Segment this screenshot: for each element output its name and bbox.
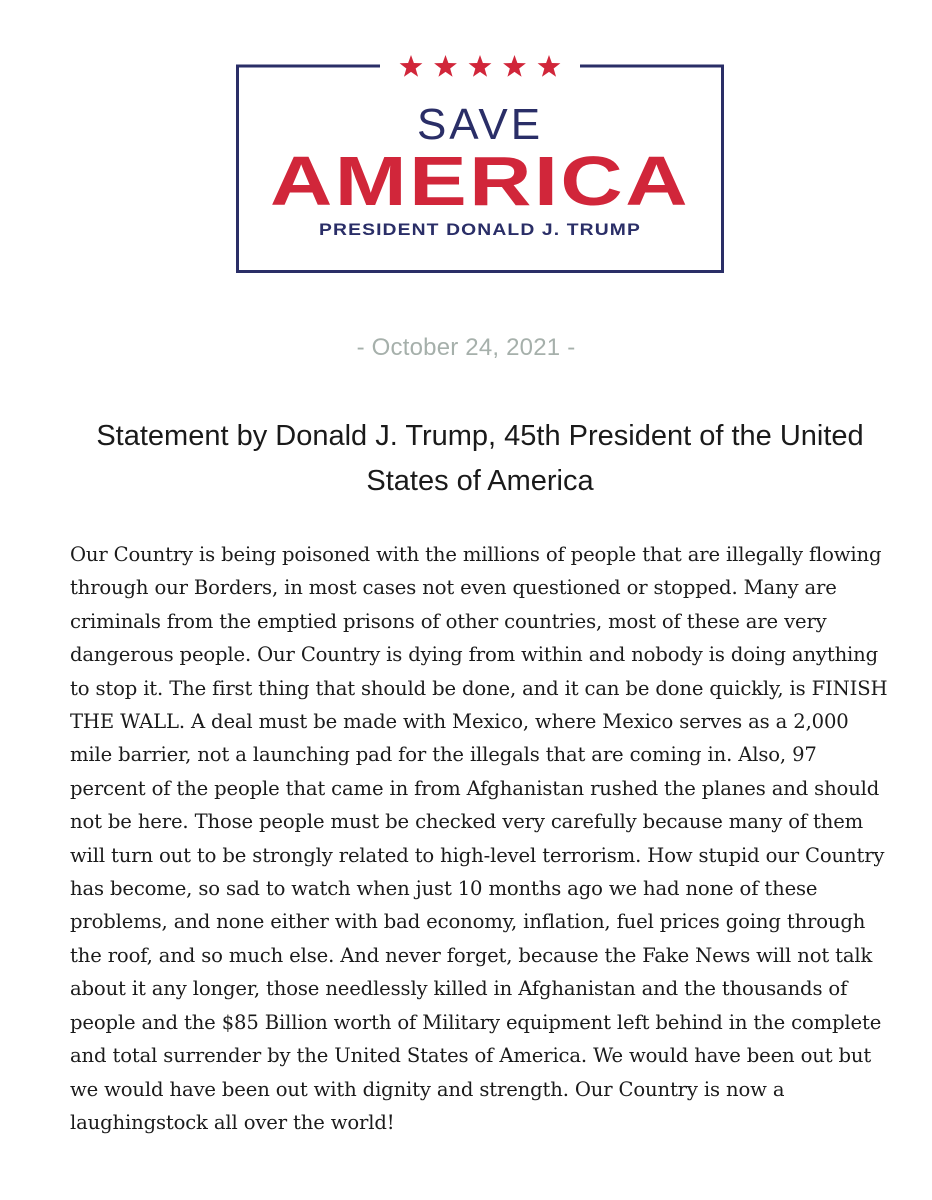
logo-president-text: PRESIDENT DONALD J. TRUMP	[319, 220, 641, 239]
star-icon	[538, 55, 561, 77]
star-icon	[434, 55, 457, 77]
star-icon	[503, 55, 526, 77]
logo-save-text: SAVE	[416, 100, 544, 149]
logo-graphic	[236, 55, 724, 273]
star-icon	[469, 55, 492, 77]
logo-america-text: AMERICA	[270, 142, 690, 220]
logo-stars	[400, 55, 561, 77]
statement-body: Our Country is being poisoned with the millions of people that are illegally flowing through our Borders, in most cases not even questioned or stopped. Many are criminals from the emptied prisons of other countries, most of these are very dangerous people. Our Country is dying from within and nobody is doing anything to stop it. The first thing that should be done, and it can be done quickly, is FINISH THE WALL. A deal must be made with Mexico, where Mexico serves as a 2,000 mile barrier, not a launching pad for the illegals that are coming in. Also, 97 percent of the people that came in from Afghanistan rushed the planes and should not be here. Those people must be checked very carefully because many of them will turn out to be strongly related to high-level terrorism. How stupid our Country has become, so sad to watch when just 10 months ago we had none of these problems, and none either with bad economy, inflation, fuel prices going through the roof, and so much else. And never forget, because the Fake News will not talk about it any longer, those needlessly killed in Afghanistan and the thousands of people and the $85 Billion worth of Military equipment left behind in the complete and total surrender by the United States of America. We would have been out but we would have been out with dignity and strength. Our Country is now a laughingstock all over the world!	[70, 543, 888, 1134]
statement-title: Statement by Donald J. Trump, 45th President of the United States of America	[96, 420, 864, 497]
star-icon	[400, 55, 423, 77]
statement-date: - October 24, 2021 -	[356, 334, 576, 361]
save-america-logo	[236, 55, 724, 273]
